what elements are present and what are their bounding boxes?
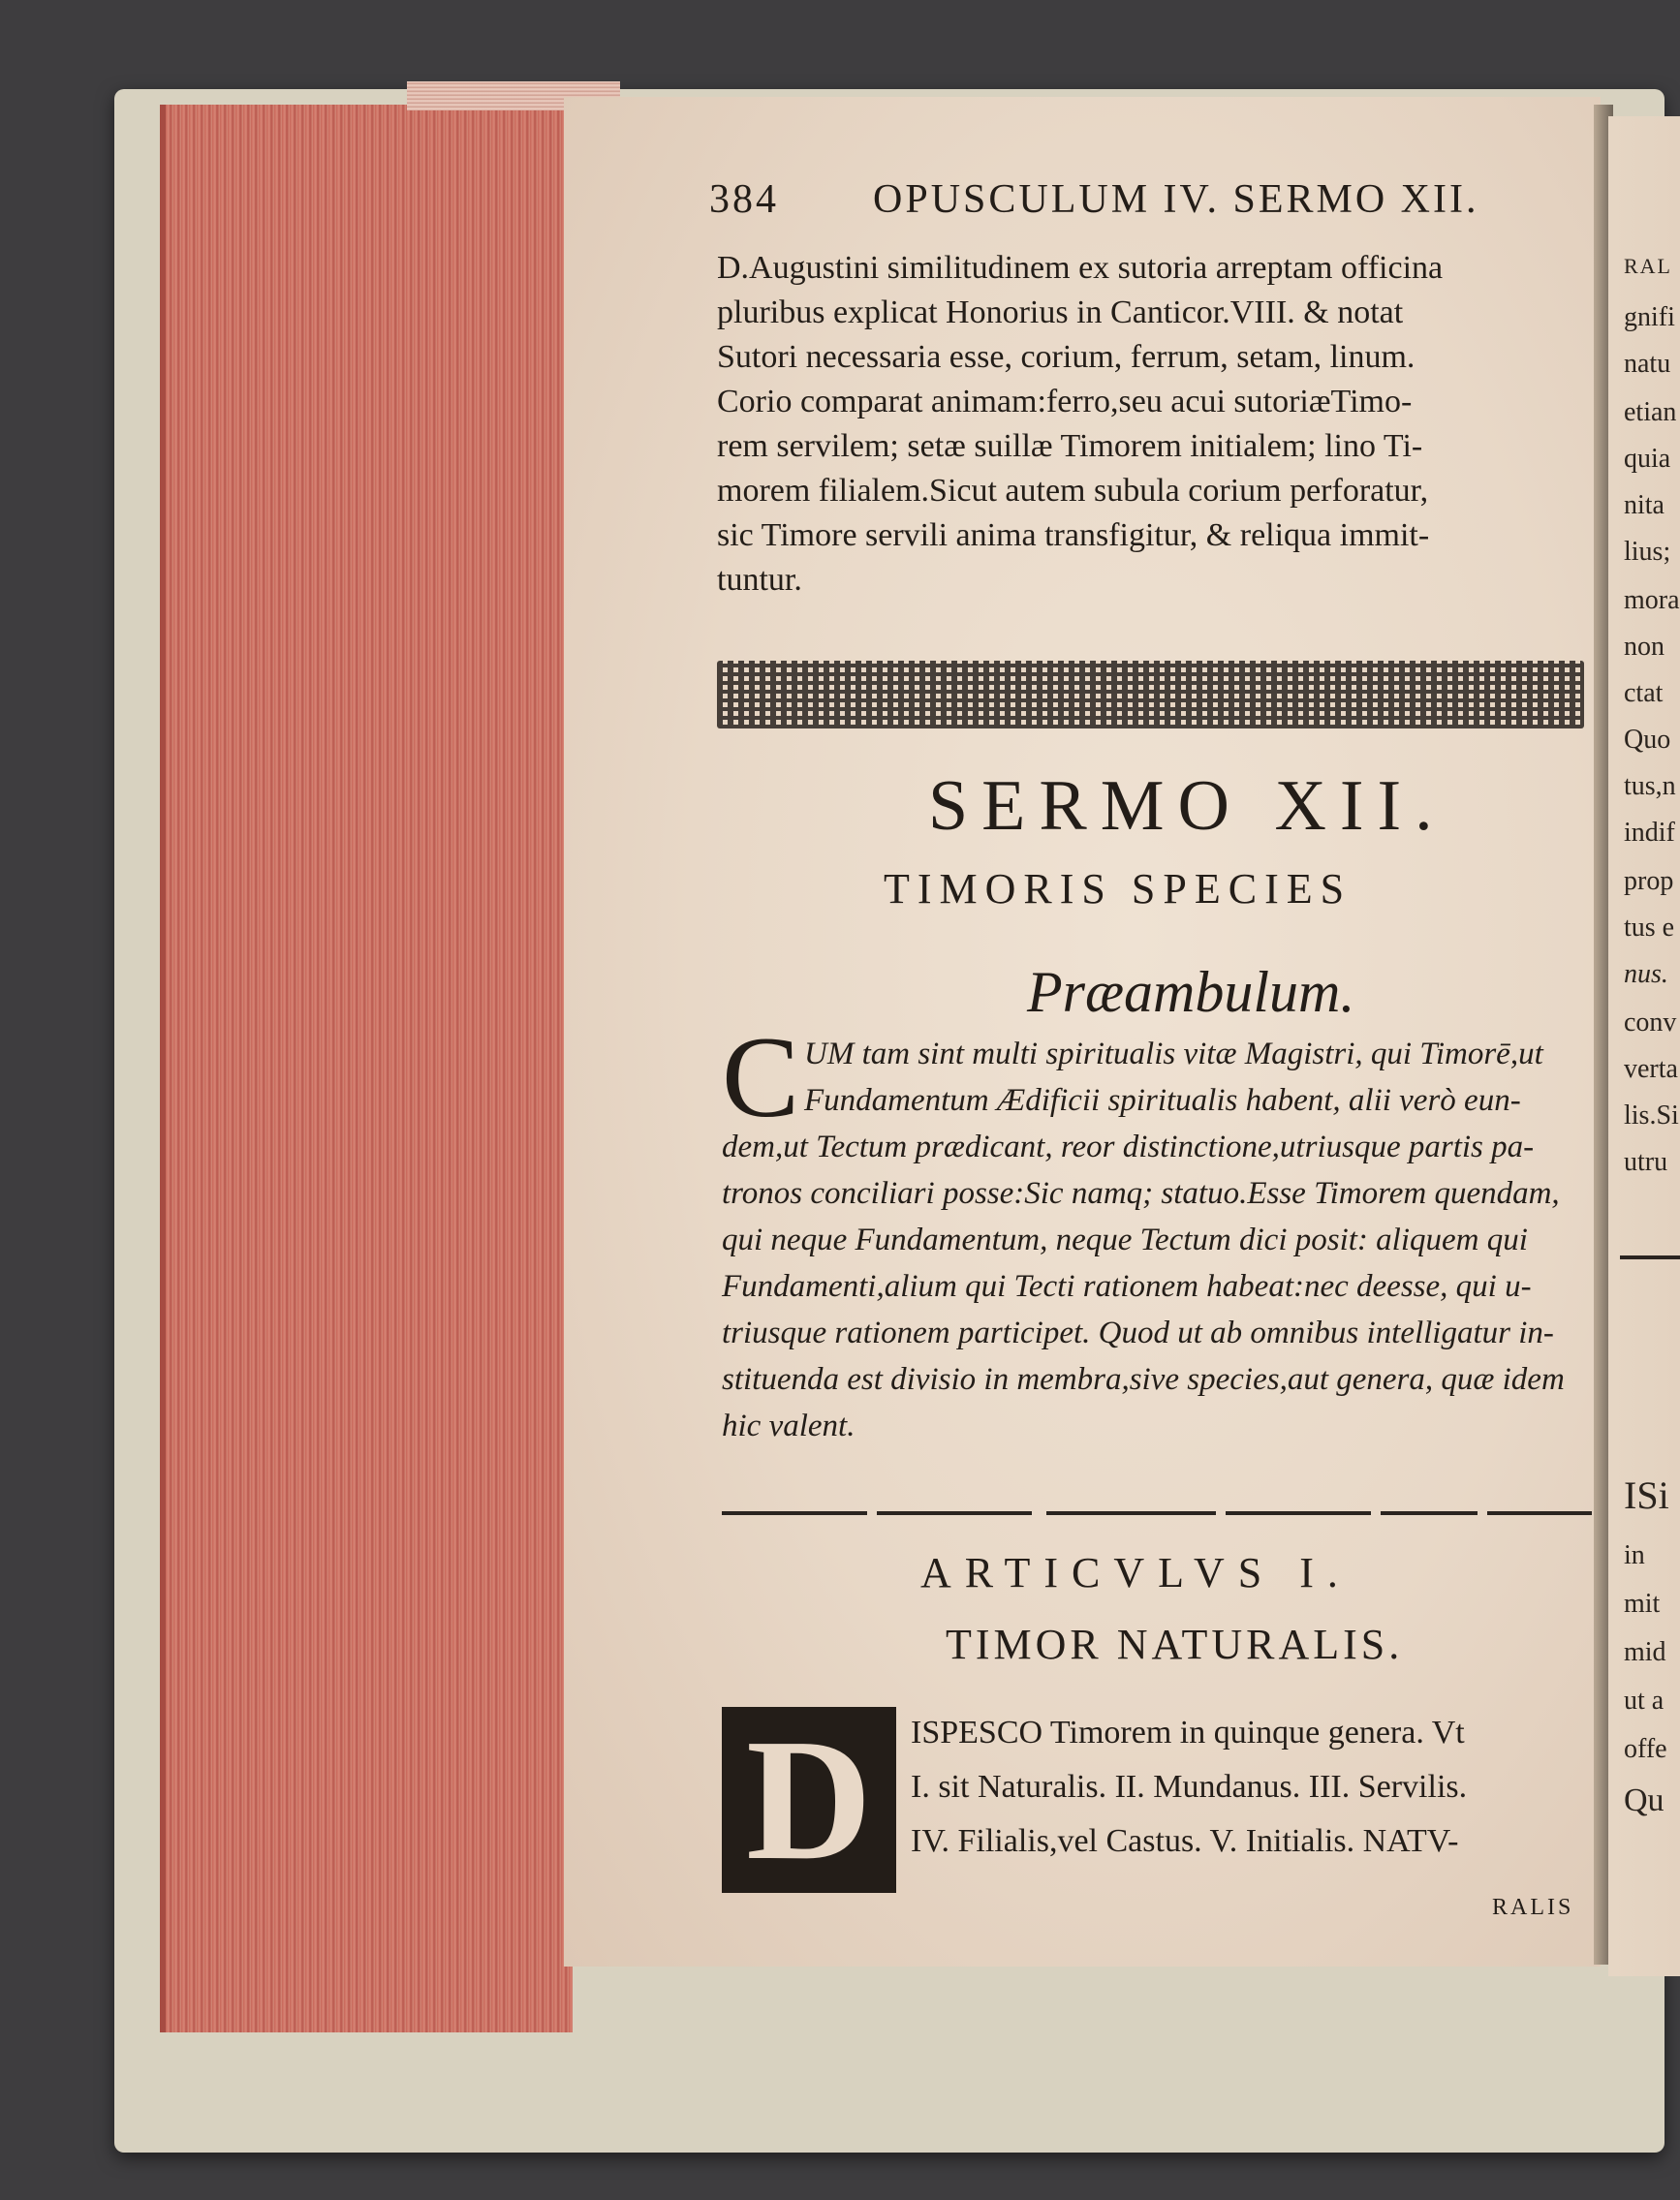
facing-fragment: verta [1624, 1054, 1678, 1084]
facing-fragment: mora [1624, 585, 1680, 615]
facing-fragment: lis.Si [1624, 1100, 1679, 1131]
carryover-line: D.Augustini similitudinem ex sutoria arreptam officina [717, 250, 1444, 286]
facing-fragment: offe [1624, 1734, 1667, 1764]
preamble-line: hic valent. [722, 1409, 856, 1443]
carryover-line: Corio comparat animam:ferro,seu acui sutoriæTimo- [717, 384, 1413, 419]
catchword: RALIS [1492, 1895, 1574, 1920]
facing-fragment: ut a [1624, 1686, 1664, 1716]
preamble-line: Fundamenti,alium qui Tecti rationem habeat:nec deesse, qui u- [722, 1269, 1532, 1304]
article-line: I. sit Naturalis. II. Mundanus. III. Servilis. [911, 1769, 1468, 1805]
article-line: ISPESCO Timorem in quinque genera. Vt [911, 1715, 1465, 1751]
facing-fragment: non [1624, 632, 1664, 662]
facing-fragment: conv [1624, 1007, 1677, 1038]
carryover-line: tuntur. [717, 562, 802, 598]
carryover-line: pluribus explicat Honorius in Canticor.VIII. & notat [717, 294, 1404, 330]
carryover-line: morem filialem.Sicut autem subula corium perforatur, [717, 473, 1429, 509]
facing-fragment: RAL [1624, 254, 1672, 278]
preamble-line: triusque rationem participet. Quod ut ab omnibus intelligatur in- [722, 1316, 1554, 1350]
preamble-line: dem,ut Tectum prædicant, reor distinctione,utriusque partis pa- [722, 1130, 1535, 1164]
sermon-title: SERMO XII. [928, 766, 1447, 846]
preamble-line: UM tam sint multi spiritualis vitæ Magistri, qui Timorē,ut [804, 1037, 1543, 1071]
facing-fragment: indif [1624, 818, 1675, 848]
divider-rule [877, 1511, 1032, 1515]
article-initial: D [722, 1707, 896, 1893]
facing-rule [1620, 1255, 1680, 1259]
ornamental-border [717, 661, 1584, 728]
running-title: OPUSCULUM IV. SERMO XII. [873, 177, 1479, 222]
divider-rule [1226, 1511, 1371, 1515]
carryover-line: rem servilem; setæ suillæ Timorem initialem; lino Ti- [717, 428, 1423, 464]
facing-fragment: nus. [1624, 959, 1668, 989]
article-heading: ARTICVLVS I. [920, 1549, 1352, 1596]
article-line: IV. Filialis,vel Castus. V. Initialis. NATV- [911, 1823, 1459, 1859]
facing-fragment: utru [1624, 1147, 1668, 1177]
facing-fragment: tus e [1624, 913, 1675, 943]
preamble-initial: C [722, 1012, 800, 1141]
preamble-line: qui neque Fundamentum, neque Tectum dici posit: aliquem qui [722, 1223, 1528, 1257]
facing-fragment: lius; [1624, 537, 1671, 567]
page-number: 384 [709, 177, 779, 222]
facing-fragment: tus,n [1624, 771, 1676, 801]
facing-fragment: mid [1624, 1637, 1666, 1667]
facing-fragment: mit [1624, 1589, 1661, 1619]
facing-fragment: nita [1624, 490, 1664, 520]
preamble-heading: Præambulum. [1027, 960, 1355, 1024]
preamble-line: tronos conciliari posse:Sic namq; statuo.Esse Timorem quendam, [722, 1176, 1560, 1211]
facing-fragment: gnifi [1624, 302, 1675, 332]
carryover-line: sic Timore servili anima transfigitur, & reliqua immit- [717, 517, 1430, 553]
facing-fragment: Quo [1624, 725, 1671, 755]
divider-rule [1487, 1511, 1592, 1515]
divider-rule [1046, 1511, 1216, 1515]
preamble-line: stituenda est divisio in membra,sive species,aut genera, quæ idem [722, 1362, 1565, 1397]
carryover-line: Sutori necessaria esse, corium, ferrum, setam, linum. [717, 339, 1416, 375]
facing-fragment: quia [1624, 444, 1671, 474]
article-subheading: TIMOR NATURALIS. [946, 1621, 1404, 1668]
preamble-line: Fundamentum Ædificii spiritualis habent, alii verò eun- [804, 1083, 1521, 1118]
facing-fragment: in [1624, 1540, 1645, 1570]
facing-fragment: ISi [1624, 1473, 1669, 1517]
divider-rule [722, 1511, 867, 1515]
facing-fragment: ctat [1624, 678, 1664, 708]
facing-fragment: prop [1624, 866, 1674, 896]
page-header [709, 176, 1478, 223]
facing-fragment: Qu [1624, 1782, 1664, 1818]
sermon-subtitle: TIMORIS SPECIES [884, 865, 1353, 913]
divider-rule [1381, 1511, 1478, 1515]
facing-fragment: natu [1624, 349, 1671, 379]
facing-fragment: etian [1624, 397, 1677, 427]
